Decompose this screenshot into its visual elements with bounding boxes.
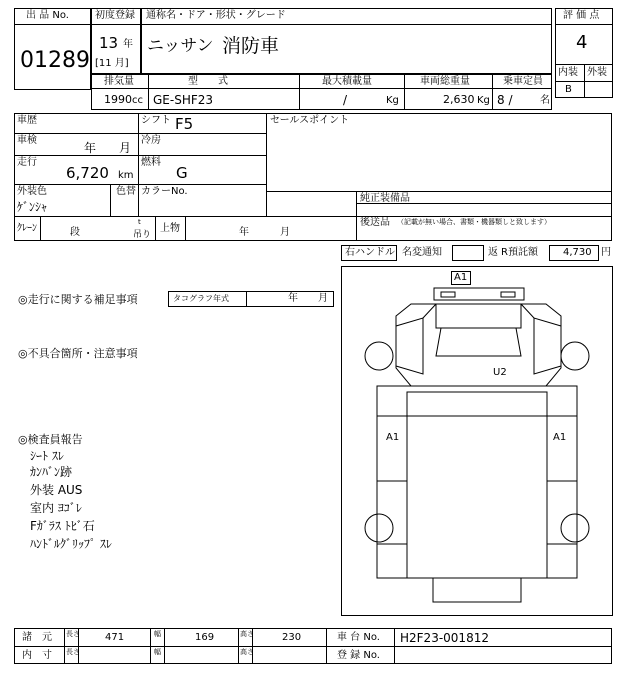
interior-label: 内装 xyxy=(558,67,578,78)
registration-month: [11 月] xyxy=(95,58,129,69)
model-name: 消防車 xyxy=(222,35,280,57)
score-value: 4 xyxy=(576,32,588,53)
inner-length-label: 長さ xyxy=(66,648,80,656)
delivery-label: 後送品 xyxy=(360,217,390,228)
maker-name: ニッサン xyxy=(147,36,214,56)
interior-grade: B xyxy=(565,84,572,95)
shift-label: シフト xyxy=(141,115,171,126)
inspector-item: 室内 ﾖｺﾞﾚ xyxy=(30,501,82,515)
name-change-label: 名変通知 xyxy=(402,247,442,258)
inspector-item: Fｶﾞﾗｽ ﾄﾋﾞ石 xyxy=(30,519,95,533)
mileage-label: 走行 xyxy=(17,157,37,168)
lift-year: 年 xyxy=(239,227,249,238)
inner-dimensions-label: 内 寸 xyxy=(22,650,52,661)
r-deposit-value: 4,730 xyxy=(563,247,592,258)
tachograph-year: 年 xyxy=(288,293,298,304)
lift-label: 上物 xyxy=(160,223,180,234)
right-rear-damage-code: U2 xyxy=(493,367,507,378)
registration-no-label: 登 録 No. xyxy=(337,650,380,661)
name-change-box xyxy=(452,245,484,261)
crane-stage: 段 xyxy=(70,227,80,238)
gross-weight-unit: Kg xyxy=(477,95,490,106)
registration-year-unit: 年 xyxy=(123,39,133,50)
shift-value: F5 xyxy=(175,115,194,133)
height-value: 230 xyxy=(282,632,302,643)
registration-label: 初度登録 xyxy=(95,10,135,21)
sales-points-label: セールスポイント xyxy=(270,115,350,126)
width-value: 169 xyxy=(195,632,215,643)
crane-lift: 吊り xyxy=(133,230,152,240)
color-change-label: 色替 xyxy=(116,186,136,197)
right-side-damage-code: A1 xyxy=(553,432,567,443)
left-side-damage-code: A1 xyxy=(386,432,400,443)
inspection-label: 車検 xyxy=(17,135,37,146)
tachograph-month: 月 xyxy=(318,293,328,304)
length-value: 471 xyxy=(105,632,125,643)
gross-weight-label: 車両総重量 xyxy=(420,76,470,87)
capacity-value: 8 / xyxy=(497,93,513,107)
crane-t: t xyxy=(138,218,141,226)
color-value: ｹﾞﾝｼｬ xyxy=(17,200,48,214)
r-deposit-label: R預託額 xyxy=(501,247,538,258)
inspector-item: ﾊﾝﾄﾞﾙｸﾞﾘｯﾌﾟ ｽﾚ xyxy=(30,537,112,551)
max-load-value: / xyxy=(343,93,348,107)
tachograph-label: タコグラフ年式 xyxy=(173,294,229,303)
lift-month: 月 xyxy=(280,227,290,238)
displacement-value: 1990 xyxy=(104,93,132,106)
inspection-month: 月 xyxy=(119,141,132,155)
inspection-year: 年 xyxy=(84,141,97,155)
model-code-label: 型 式 xyxy=(188,76,228,87)
max-load-label: 最大積載量 xyxy=(322,76,372,87)
length-label: 長さ xyxy=(66,630,80,638)
return-label: 返 xyxy=(488,247,498,258)
yen-unit: 円 xyxy=(601,247,611,258)
defects-label: ◎不具合箇所・注意事項 xyxy=(18,347,138,360)
inspector-item: ｼｰﾄ ｽﾚ xyxy=(30,449,64,463)
color-label: 外装色 xyxy=(17,186,47,197)
capacity-unit: 名 xyxy=(540,95,550,106)
width-label: 幅 xyxy=(154,630,161,638)
exterior-label: 外装 xyxy=(587,67,607,78)
handle-side: 右ハンドル xyxy=(345,247,395,258)
vehicle-diagram xyxy=(341,266,613,616)
inspector-item: ｶﾝﾊﾞﾝ跡 xyxy=(30,465,73,479)
lot-label: 出 品 No. xyxy=(26,10,69,21)
gross-weight-value: 2,630 xyxy=(443,93,475,106)
max-load-unit: Kg xyxy=(386,95,399,106)
history-label: 車歴 xyxy=(17,115,37,126)
genuine-equipment-label: 純正装備品 xyxy=(360,193,410,204)
displacement-unit: cc xyxy=(132,95,143,106)
color-no-label: カラーNo. xyxy=(141,186,188,197)
crane-label: ｸﾚｰﾝ xyxy=(17,223,37,234)
delivery-note: （記載が無い場合、書類・機器類しと致します） xyxy=(397,218,551,226)
inner-height-label: 高さ xyxy=(240,648,254,656)
driving-notes-label: ◎走行に関する補足事項 xyxy=(18,293,138,306)
front-damage-code: A1 xyxy=(454,272,468,283)
inner-width-label: 幅 xyxy=(154,648,161,656)
model-code: GE-SHF23 xyxy=(153,93,214,107)
car-name-label: 通称名・ドア・形状・グレード xyxy=(146,10,286,21)
height-label: 高さ xyxy=(240,630,254,638)
score-label: 評 価 点 xyxy=(563,10,600,21)
inspector-report-label: ◎検査員報告 xyxy=(18,433,83,446)
mileage-unit: km xyxy=(118,170,134,181)
chassis-label: 車 台 No. xyxy=(337,632,380,643)
fuel-value: G xyxy=(176,164,188,182)
lot-number: 01289 xyxy=(20,48,90,73)
inspector-item: 外装 AUS xyxy=(30,483,83,497)
mileage-value: 6,720 xyxy=(66,164,109,182)
dimensions-label: 諸 元 xyxy=(22,632,52,643)
registration-year: 13 xyxy=(99,34,119,52)
chassis-number: H2F23-001812 xyxy=(400,631,489,645)
capacity-label: 乗車定員 xyxy=(503,76,543,87)
displacement-label: 排気量 xyxy=(104,76,134,87)
fuel-label: 燃料 xyxy=(141,157,161,168)
ac-label: 冷房 xyxy=(141,135,161,146)
